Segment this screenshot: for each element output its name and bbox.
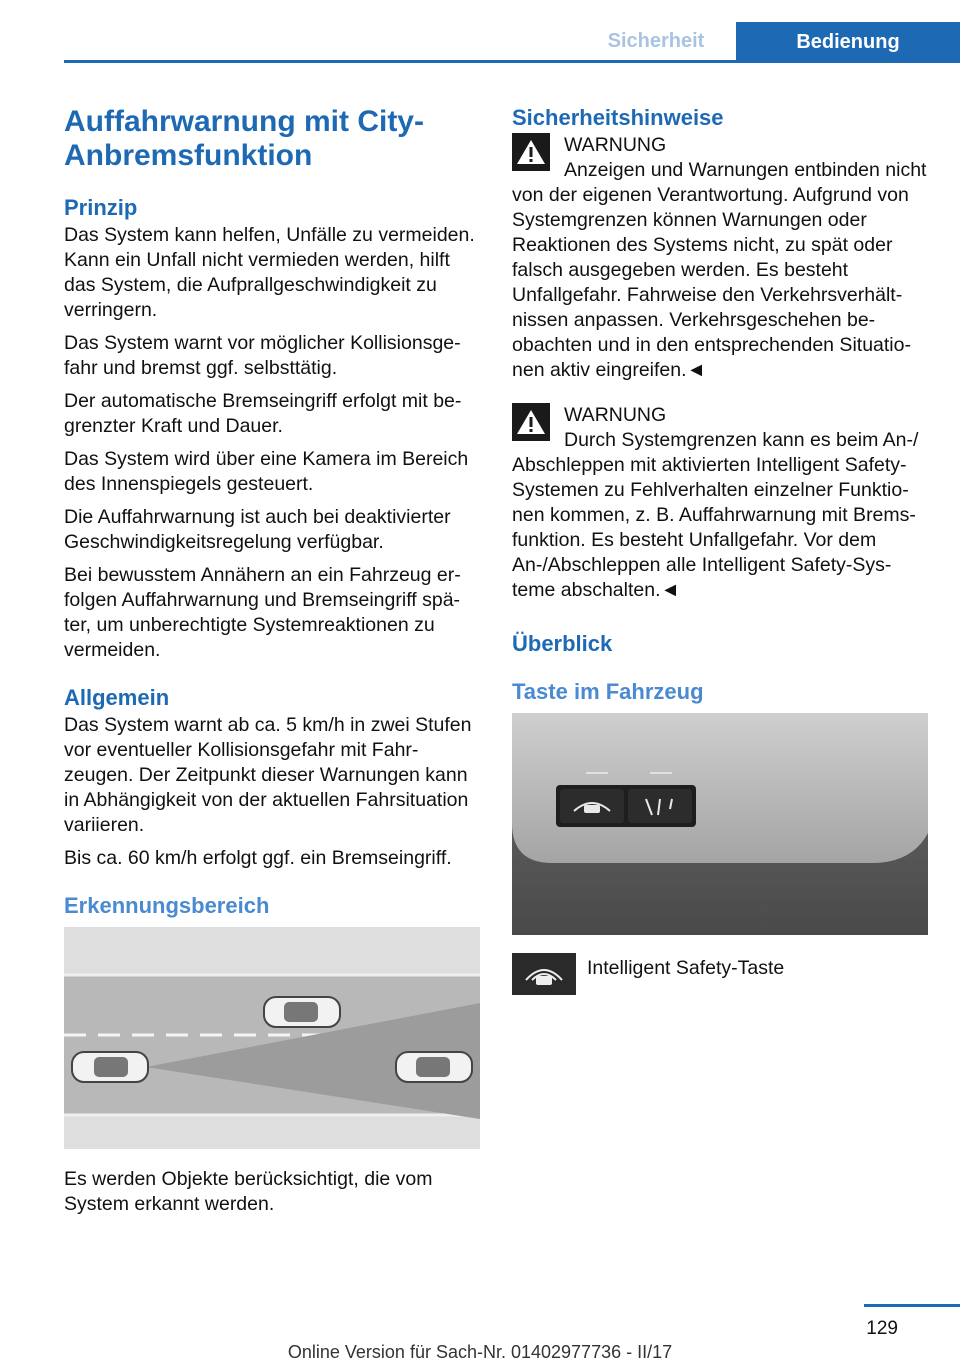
- vehicle-button-photo: [512, 713, 928, 935]
- intelligent-safety-label: Intelligent Safety-Taste: [587, 957, 785, 979]
- general-heading: Allgemein: [64, 685, 170, 710]
- principle-paragraph: Das System warnt vor möglicher Kollisionsgefahr und bremst ggf. selbsttätig.: [64, 332, 461, 379]
- car-icon: [72, 1052, 148, 1082]
- detection-range-illustration: [64, 927, 480, 1149]
- page-number: 129: [866, 1318, 898, 1339]
- warning-block: [512, 133, 928, 383]
- principle-paragraph: Der automatische Bremseingriff erfolgt mit begrenzter Kraft und Dauer.: [64, 390, 462, 437]
- online-version-note: Online Version für Sach-Nr. 01402977736 - II/17: [287, 1342, 673, 1362]
- principle-paragraph: Bei bewusstem Annähern an ein Fahrzeug erfolgen Auffahrwarnung und Bremseingriff später, um unberechtigte Systemreaktionen zu vermeiden.: [64, 564, 461, 661]
- principle-heading: Prinzip: [64, 195, 138, 220]
- intelligent-safety-row: [512, 953, 928, 1003]
- vehicle-console-illustration: [512, 713, 928, 935]
- warning-triangle-icon: [512, 133, 550, 171]
- warning-triangle-icon: [512, 403, 550, 441]
- car-icon: [396, 1052, 472, 1082]
- button-heading: Taste im Fahrzeug: [512, 679, 704, 704]
- principle-paragraph: Das System wird über eine Kamera im Bereich des Innenspiegels gesteuert.: [64, 448, 469, 495]
- right-column: [512, 105, 928, 1003]
- warning-label: WARNUNG: [564, 404, 667, 426]
- detection-heading: Erkennungsbereich: [64, 893, 270, 918]
- page-title: Auffahrwarnung mit City-Anbremsfunktion: [64, 105, 424, 172]
- warning-text: Anzeigen und Warnungen entbinden nicht von der eigenen Verantwortung. Aufgrund von Systemgrenzen können Warnungen oder Reaktionen des Systems nicht, zu spät oder falsch ausgegeben werden. Es besteht Unfallgefahr. Fahrweise den Verkehrsverhältnissen anpassen. Verkehrsgeschehen beobachten und in den entsprechenden Situationen aktiv eingreifen.◄: [512, 159, 927, 381]
- warning-text: Durch Systemgrenzen kann es beim An-/ Abschleppen mit aktivierten Intelligent Safety-Systemen zu Fehlverhalten einzelner Funktionen kommen, z. B. Auffahrwarnung mit Bremsfunktion. Es besteht Unfallgefahr. Vor dem An-/Abschleppen alle Intelligent Safety-Systeme abschalten.◄: [512, 429, 919, 601]
- tab-sicherheit[interactable]: Sicherheit: [607, 29, 705, 52]
- general-paragraph: Bis ca. 60 km/h erfolgt ggf. ein Bremseingriff.: [64, 847, 452, 869]
- safety-heading: Sicherheitshinweise: [512, 105, 724, 130]
- detection-caption: Es werden Objekte berücksichtigt, die vom System erkannt werden.: [64, 1168, 433, 1215]
- tab-bedienung[interactable]: Bedienung: [736, 22, 960, 63]
- footer-rule: [864, 1304, 960, 1307]
- left-column: [64, 105, 480, 1225]
- intelligent-safety-icon: [512, 953, 576, 995]
- principle-paragraph: Die Auffahrwarnung ist auch bei deaktivierter Geschwindigkeitsregelung verfügbar.: [64, 506, 451, 553]
- warning-block: [512, 403, 928, 603]
- general-paragraph: Das System warnt ab ca. 5 km/h in zwei Stufen vor eventueller Kollisionsgefahr mit Fahrzeugen. Der Zeitpunkt dieser Warnungen kann in Abhängigkeit von der aktuellen Fahrsituation variieren.: [64, 714, 472, 836]
- detection-range-diagram: [64, 927, 480, 1149]
- warning-label: WARNUNG: [564, 134, 667, 156]
- car-icon: [264, 997, 340, 1027]
- principle-paragraph: Das System kann helfen, Unfälle zu vermeiden. Kann ein Unfall nicht vermieden werden, hilft das System, die Aufprallgeschwindigkeit zu verringern.: [64, 224, 475, 321]
- overview-heading: Überblick: [512, 631, 613, 656]
